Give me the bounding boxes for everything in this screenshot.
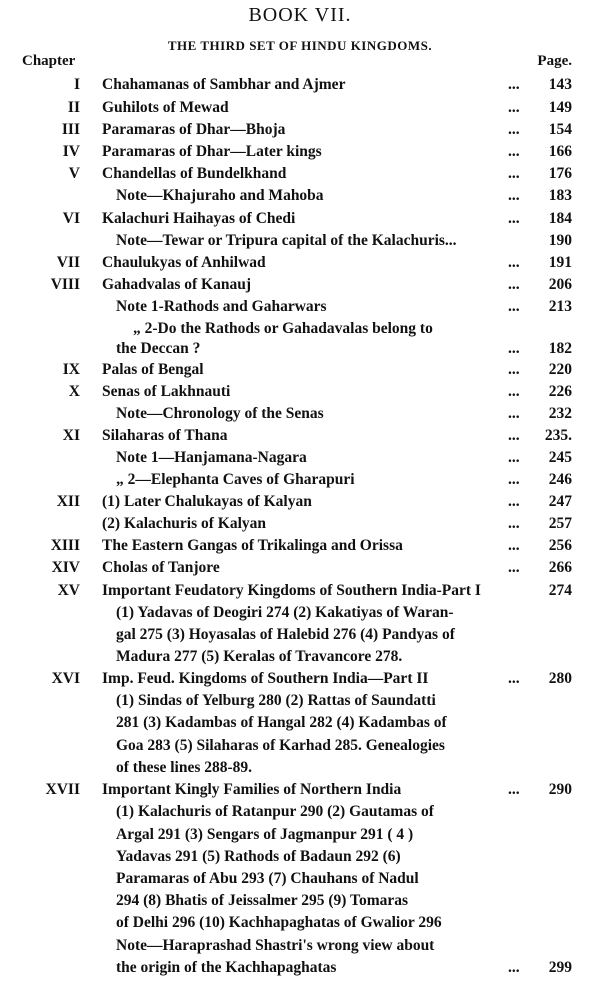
entry-title: Silaharas of Thana [102, 427, 228, 444]
leader-dots: ... [508, 99, 520, 116]
entry-title: (1) Yadavas of Deogiri 274 (2) Kakatiyas of Waran- [116, 604, 454, 621]
entry-title: (1) Kalachuris of Ratanpur 290 (2) Gautamas of [116, 803, 434, 820]
page-number: 154 [548, 121, 572, 138]
entry-title: Gahadvalas of Kanauj [102, 276, 252, 293]
leader-dots: ... [508, 427, 520, 444]
toc-row [0, 937, 600, 959]
entry-title: Note—Chronology of the Senas [116, 405, 324, 422]
toc-row [0, 559, 600, 581]
chapter-number: II [67, 99, 80, 116]
leader-dots: ... [508, 76, 520, 93]
leader-dots: ... [508, 210, 520, 227]
toc-row [0, 914, 600, 936]
leader-dots: ... [508, 781, 520, 798]
toc-row [0, 121, 600, 143]
entry-title: 281 (3) Kadambas of Hangal 282 (4) Kadambas of [116, 714, 447, 731]
page-number: 232 [548, 405, 572, 422]
entry-title: Cholas of Tanjore [102, 559, 220, 576]
entry-title: Kalachuri Haihayas of Chedi [102, 210, 296, 227]
leader-dots: ... [508, 559, 520, 576]
page-number: 235. [544, 427, 572, 444]
book-title: BOOK VII. [248, 4, 352, 26]
page-number: 176 [548, 165, 572, 182]
page-number: 206 [548, 276, 572, 293]
toc-row [0, 449, 600, 471]
page-number: 290 [548, 781, 572, 798]
entry-title: „ 2—Elephanta Caves of Gharapuri [116, 471, 355, 488]
toc-row [0, 737, 600, 759]
chapter-number: IX [62, 361, 80, 378]
entry-title: Paramaras of Abu 293 (7) Chauhans of Nadul [116, 870, 419, 887]
page-number: 191 [548, 254, 572, 271]
page-number: 266 [548, 559, 572, 576]
entry-title: Important Feudatory Kingdoms of Southern India-Part I [102, 582, 481, 599]
toc-row [0, 604, 600, 626]
chapter-number: XVI [51, 670, 80, 687]
entry-title: Argal 291 (3) Sengars of Jagmanpur 291 ( 4 ) [116, 826, 414, 843]
entry-title: Note—Haraprashad Shastri's wrong view about [116, 937, 435, 954]
leader-dots: ... [508, 340, 520, 357]
chapter-number: V [68, 165, 80, 182]
entry-title: Senas of Lakhnauti [102, 383, 231, 400]
entry-title: Note—Khajuraho and Mahoba [116, 187, 324, 204]
entry-title: Palas of Bengal [102, 361, 204, 378]
section-title: THE THIRD SET OF HINDU KINGDOMS. [167, 38, 433, 53]
leader-dots: ... [508, 449, 520, 466]
leader-dots: ... [508, 670, 520, 687]
toc-row [0, 648, 600, 670]
entry-title: 294 (8) Bhatis of Jeissalmer 295 (9) Tomaras [116, 892, 409, 909]
leader-dots: ... [508, 383, 520, 400]
toc-row [0, 959, 600, 981]
leader-dots: ... [508, 276, 520, 293]
page-number: 226 [548, 383, 572, 400]
page-number: 246 [548, 471, 572, 488]
toc-row [0, 165, 600, 187]
toc-row [0, 340, 600, 362]
page-number: 247 [548, 493, 572, 510]
page-number: 220 [548, 361, 572, 378]
toc-row [0, 781, 600, 803]
chapter-column-header: Chapter [22, 53, 76, 69]
toc-row [0, 515, 600, 537]
toc-row [0, 427, 600, 449]
toc-row [0, 471, 600, 493]
toc-row [0, 692, 600, 714]
page-number: 299 [548, 959, 572, 976]
entry-title: Madura 277 (5) Keralas of Travancore 278. [116, 648, 403, 665]
entry-title: Important Kingly Families of Northern India [102, 781, 402, 798]
leader-dots: ... [508, 515, 520, 532]
chapter-number: VI [62, 210, 80, 227]
entry-title: Goa 283 (5) Silaharas of Karhad 285. Genealogies [116, 737, 445, 754]
leader-dots: ... [508, 959, 520, 976]
entry-title: (1) Sindas of Yelburg 280 (2) Rattas of Saundatti [116, 692, 436, 709]
chapter-number: XIII [50, 537, 80, 554]
toc-row [0, 848, 600, 870]
toc-row [0, 537, 600, 559]
page-number: 166 [548, 143, 572, 160]
chapter-number: XI [62, 427, 80, 444]
entry-title: gal 275 (3) Hoyasalas of Halebid 276 (4) Pandyas of [116, 626, 455, 643]
toc-row [0, 298, 600, 320]
toc-row [0, 276, 600, 298]
leader-dots: ... [508, 471, 520, 488]
entry-title: Note—Tewar or Tripura capital of the Kalachuris... [116, 232, 457, 249]
entry-title: the Deccan ? [116, 340, 201, 357]
leader-dots: ... [508, 165, 520, 182]
toc-row [0, 143, 600, 165]
entry-title: Chandellas of Bundelkhand [102, 165, 287, 182]
chapter-number: IV [62, 143, 80, 160]
toc-row [0, 892, 600, 914]
entry-title: Yadavas 291 (5) Rathods of Badaun 292 (6) [116, 848, 401, 865]
leader-dots: ... [508, 143, 520, 160]
entry-title: of these lines 288-89. [116, 759, 253, 776]
entry-title: (2) Kalachuris of Kalyan [102, 515, 267, 532]
entry-title: Chahamanas of Sambhar and Ajmer [102, 76, 346, 93]
entry-title: „ 2-Do the Rathods or Gahadavalas belong to [133, 320, 433, 337]
page-number: 245 [548, 449, 572, 466]
chapter-number: VII [56, 254, 80, 271]
entry-title: The Eastern Gangas of Trikalinga and Orissa [102, 537, 403, 554]
entry-title: Imp. Feud. Kingdoms of Southern India—Part II [102, 670, 429, 687]
page-number: 274 [548, 582, 572, 599]
toc-row [0, 714, 600, 736]
chapter-number: XV [57, 582, 80, 599]
leader-dots: ... [508, 121, 520, 138]
leader-dots: ... [508, 187, 520, 204]
chapter-number: XII [56, 493, 80, 510]
toc-row [0, 232, 600, 254]
toc-row [0, 759, 600, 781]
entry-title: of Delhi 296 (10) Kachhapaghatas of Gwalior 296 [116, 914, 442, 931]
page-number: 149 [548, 99, 572, 116]
page-number: 190 [548, 232, 572, 249]
chapter-number: XVII [45, 781, 80, 798]
entry-title: Guhilots of Mewad [102, 99, 229, 116]
page-number: 257 [548, 515, 572, 532]
entry-title: Note 1—Hanjamana-Nagara [116, 449, 307, 466]
page-number: 182 [548, 340, 572, 357]
leader-dots: ... [508, 361, 520, 378]
toc-row [0, 870, 600, 892]
toc-row [0, 826, 600, 848]
page-number: 280 [548, 670, 572, 687]
chapter-number: III [61, 121, 80, 138]
toc-row [0, 210, 600, 232]
chapter-number: I [73, 76, 80, 93]
toc-row [0, 803, 600, 825]
leader-dots: ... [508, 405, 520, 422]
leader-dots: ... [508, 298, 520, 315]
page-number: 184 [548, 210, 572, 227]
chapter-number: XIV [51, 559, 80, 576]
toc-row [0, 405, 600, 427]
entry-title: Paramaras of Dhar—Bhoja [102, 121, 286, 138]
toc-row [0, 493, 600, 515]
leader-dots: ... [508, 493, 520, 510]
leader-dots: ... [508, 537, 520, 554]
chapter-number: VIII [50, 276, 80, 293]
page-number: 143 [548, 76, 572, 93]
toc-row [0, 99, 600, 121]
toc-row [0, 626, 600, 648]
toc-row [0, 187, 600, 209]
toc-row [0, 361, 600, 383]
entry-title: Paramaras of Dhar—Later kings [102, 143, 322, 160]
toc-row [0, 582, 600, 604]
toc-row [0, 76, 600, 98]
entry-title: Note 1-Rathods and Gaharwars [116, 298, 327, 315]
page-column-header: Page. [537, 53, 572, 69]
entry-title: the origin of the Kachhapaghatas [116, 959, 337, 976]
leader-dots: ... [508, 254, 520, 271]
toc-row [0, 670, 600, 692]
toc-row [0, 320, 600, 342]
toc-row [0, 254, 600, 276]
entry-title: (1) Later Chalukayas of Kalyan [102, 493, 312, 510]
page-number: 183 [548, 187, 572, 204]
toc-row [0, 383, 600, 405]
page-number: 213 [548, 298, 572, 315]
chapter-number: X [68, 383, 80, 400]
entry-title: Chaulukyas of Anhilwad [102, 254, 266, 271]
page-number: 256 [548, 537, 572, 554]
